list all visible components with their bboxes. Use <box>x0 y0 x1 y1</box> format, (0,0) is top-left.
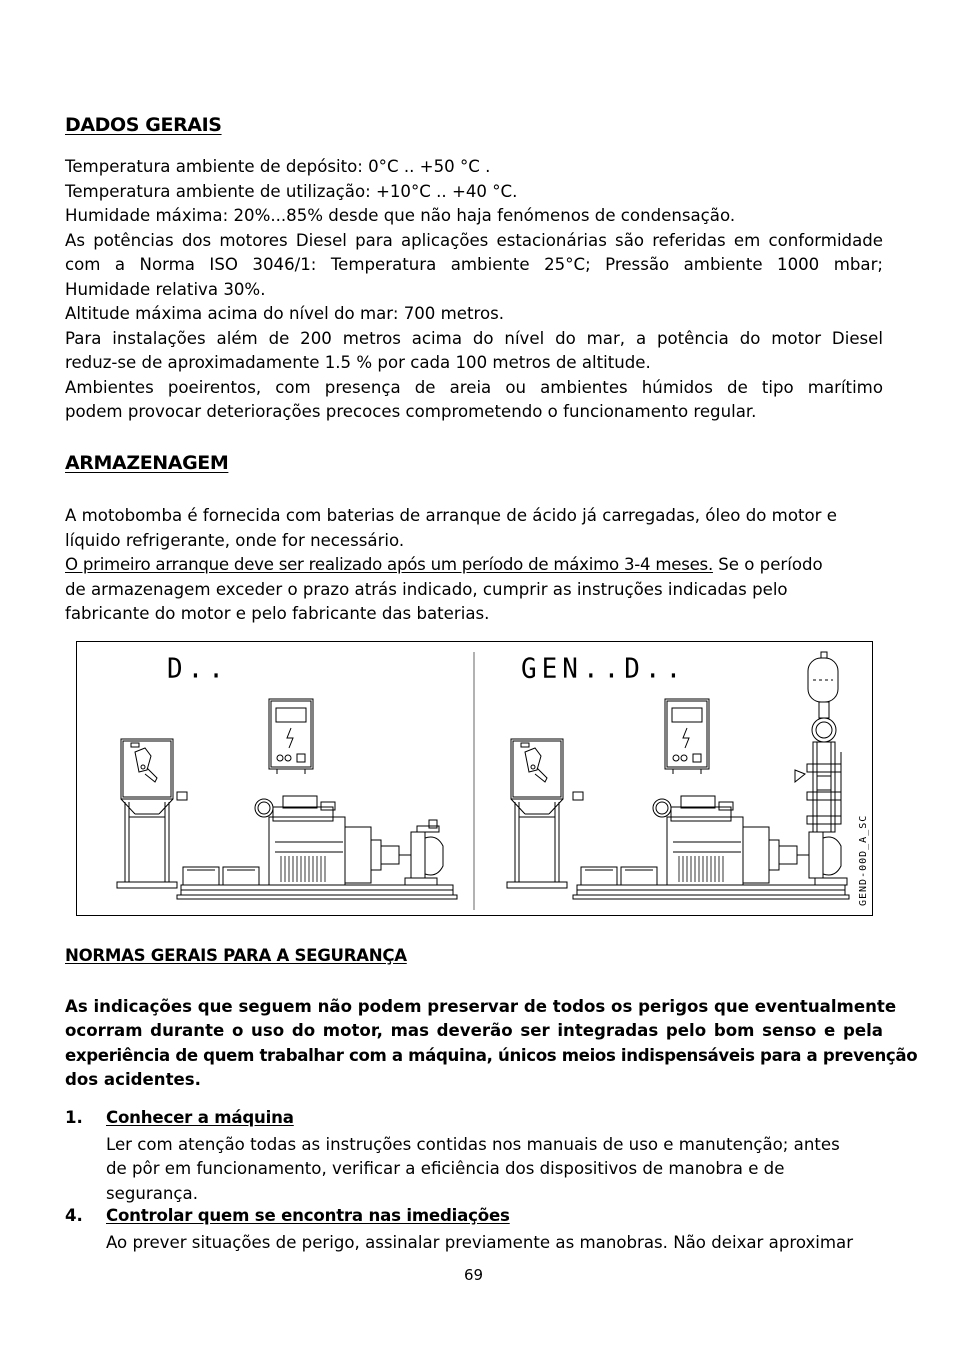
text-line-emphasis <box>65 553 823 578</box>
emphasis-text: O primeiro arranque deve ser realizado após um período de máximo 3-4 meses. <box>65 555 713 574</box>
list-item-text: Ao prever situações de perigo, assinalar previamente as manobras. Não deixar aproximar <box>106 1233 854 1252</box>
text-line: As potências dos motores Diesel para aplicações estacionárias são referidas em conformidade <box>65 231 883 250</box>
text-line: com a Norma ISO 3046/1: Temperatura ambiente 25°C; Pressão ambiente 1000 mbar; <box>65 255 883 274</box>
figure-code: GEND-00D_A_SC <box>858 814 869 906</box>
text-fragment: Se o período <box>712 555 823 574</box>
motor-pump-drawing <box>77 642 872 915</box>
text-line: de armazenagem exceder o prazo atrás indicado, cumprir as instruções indicadas pelo <box>65 580 788 599</box>
section-title-seguranca: NORMAS GERAIS PARA A SEGURANÇA <box>65 946 407 965</box>
text-line: Ambientes poeirentos, com presença de areia ou ambientes húmidos de tipo marítimo <box>65 378 883 397</box>
list-item-text: segurança. <box>106 1184 198 1203</box>
text-line: podem provocar deteriorações precoces comprometendo o funcionamento regular. <box>65 402 757 421</box>
text-line: Para instalações além de 200 metros acima do nível do mar, a potência do motor Diesel <box>65 329 883 348</box>
text-line: líquido refrigerante, onde for necessário. <box>65 531 405 550</box>
text-line: reduz-se de aproximadamente 1.5 % por cada 100 metros de altitude. <box>65 353 651 372</box>
text-line: Temperatura ambiente de depósito: 0°C .. +50 °C . <box>65 157 491 176</box>
list-item-text: Ler com atenção todas as instruções contidas nos manuais de uso e manutenção; antes <box>106 1135 840 1154</box>
list-number: 4. <box>65 1206 83 1225</box>
section-title-armazenagem: ARMAZENAGEM <box>65 452 229 474</box>
text-line: fabricante do motor e pelo fabricante das baterias. <box>65 604 490 623</box>
list-item-title: Controlar quem se encontra nas imediações <box>106 1206 510 1225</box>
text-line-bold: ocorram durante o uso do motor, mas deverão ser integradas pelo bom senso e pela <box>65 1021 883 1040</box>
text-line: Humidade máxima: 20%...85% desde que não haja fenómenos de condensação. <box>65 206 736 225</box>
text-line: Humidade relativa 30%. <box>65 280 266 299</box>
motor-pump-figure <box>76 641 873 916</box>
list-item-title: Conhecer a máquina <box>106 1108 294 1127</box>
list-number: 1. <box>65 1108 83 1127</box>
list-item-text: de pôr em funcionamento, verificar a eficiência dos dispositivos de manobra e de <box>106 1159 785 1178</box>
text-line-bold: dos acidentes. <box>65 1070 201 1089</box>
page-number: 69 <box>464 1266 484 1284</box>
text-line-bold: experiência de quem trabalhar com a máquina, únicos meios indispensáveis para a prevenção <box>65 1046 918 1065</box>
text-line: Altitude máxima acima do nível do mar: 700 metros. <box>65 304 505 323</box>
section-title-dados-gerais: DADOS GERAIS <box>65 114 222 136</box>
text-line: Temperatura ambiente de utilização: +10°C .. +40 °C. <box>65 182 518 201</box>
text-line: A motobomba é fornecida com baterias de arranque de ácido já carregadas, óleo do motor e <box>65 506 837 525</box>
figure-label-right: GEN..D.. <box>521 653 687 685</box>
figure-label-left: D.. <box>167 653 229 685</box>
text-line-bold: As indicações que seguem não podem preservar de todos os perigos que eventualmente <box>65 997 897 1016</box>
